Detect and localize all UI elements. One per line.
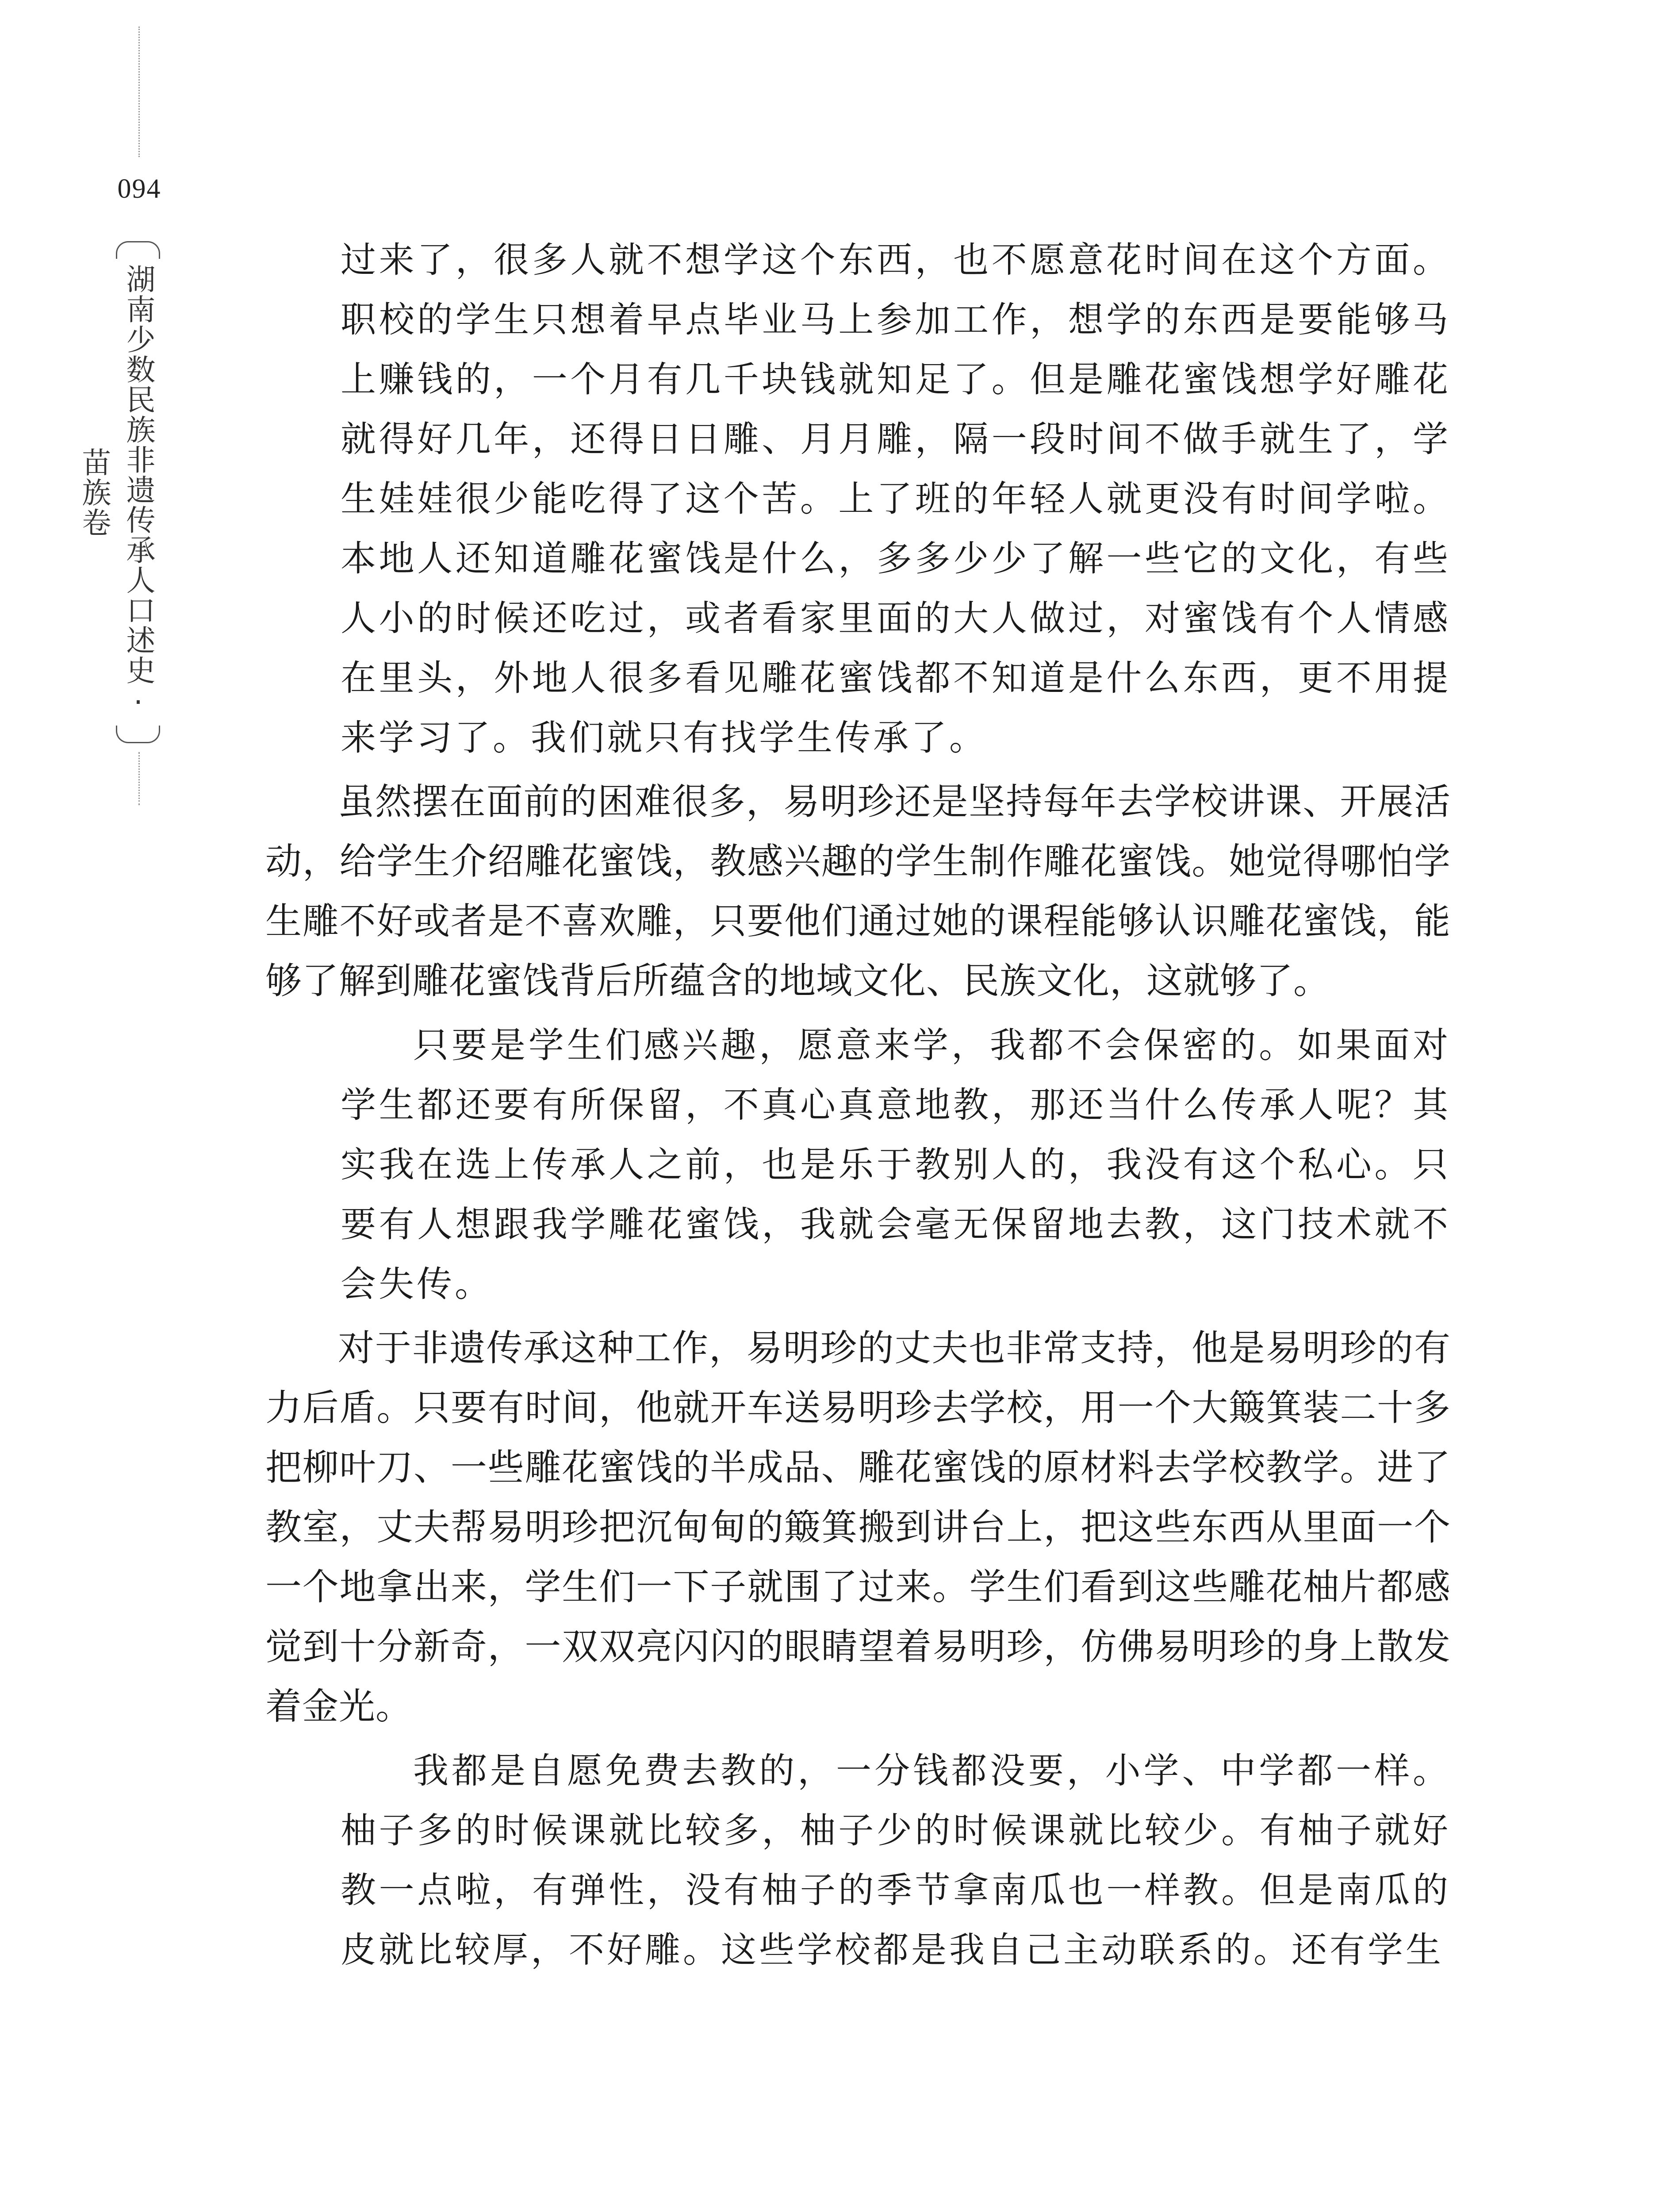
paragraph-quote: 我都是自愿免费去教的，一分钱都没要，小学、中学都一样。柚子多的时候课就比较多，柚子少的时候课就比较少。有柚子就好教一点啦，有弹性，没有柚子的季节拿南瓜也一样教。但是南瓜的皮就比较厚，不好雕。这些学校都是我自己主动联系的。还有学生 [341, 1750, 1451, 1970]
paragraph-narrative: 对于非遗传承这种工作，易明珍的丈夫也非常支持，他是易明珍的有力后盾。只要有时间，他就开车送易明珍去学校，用一个大簸箕装二十多把柳叶刀、一些雕花蜜饯的半成品、雕花蜜饯的原材料去学校教学。进了教室，丈夫帮易明珍把沉甸甸的簸箕搬到讲台上，把这些东西从里面一个一个地拿出来，学生们一下子就围了过来。学生们看到这些雕花柚片都感觉到十分新奇，一双双亮闪闪的眼睛望着易明珍，仿佛易明珍的身上散发着金光。 [265, 1327, 1451, 1728]
margin-dotted-rule-bottom [138, 752, 140, 805]
running-title-frame [77, 241, 160, 743]
running-book-title: 湖南少数民族非遗传承人口述史·苗族卷 [77, 264, 155, 720]
title-bracket-top [116, 241, 160, 259]
margin-dotted-rule-top [138, 27, 140, 157]
paragraph-narrative: 虽然摆在面前的困难很多，易明珍还是坚持每年去学校讲课、开展活动，给学生介绍雕花蜜饯，教感兴趣的学生制作雕花蜜饯。她觉得哪怕学生雕不好或者是不喜欢雕，只要他们通过她的课程能够认识雕花蜜饯，能够了解到雕花蜜饯背后所蕴含的地域文化、民族文化，这就够了。 [265, 781, 1451, 1002]
paragraph-quote-continued: 过来了，很多人就不想学这个东西，也不愿意花时间在这个方面。职校的学生只想着早点毕业马上参加工作，想学的东西是要能够马上赚钱的，一个月有几千块钱就知足了。但是雕花蜜饯想学好雕花就得好几年，还得日日雕、月月雕，隔一段时间不做手就生了，学生娃娃很少能吃得了这个苦。上了班的年轻人就更没有时间学啦。本地人还知道雕花蜜饯是什么，多多少少了解一些它的文化，有些人小的时候还吃过，或者看家里面的大人做过，对蜜饯有个人情感在里头，外地人很多看见雕花蜜饯都不知道是什么东西，更不用提来学习了。我们就只有找学生传承了。 [341, 239, 1451, 758]
paragraph-quote: 只要是学生们感兴趣，愿意来学，我都不会保密的。如果面对学生都还要有所保留，不真心真意地教，那还当什么传承人呢？其实我在选上传承人之前，也是乐于教别人的，我没有这个私心。只要有人想跟我学雕花蜜饯，我就会毫无保留地去教，这门技术就不会失传。 [341, 1025, 1451, 1305]
page-number: 094 [117, 174, 161, 204]
body-text [265, 230, 1451, 1980]
title-bracket-bottom [116, 726, 160, 743]
